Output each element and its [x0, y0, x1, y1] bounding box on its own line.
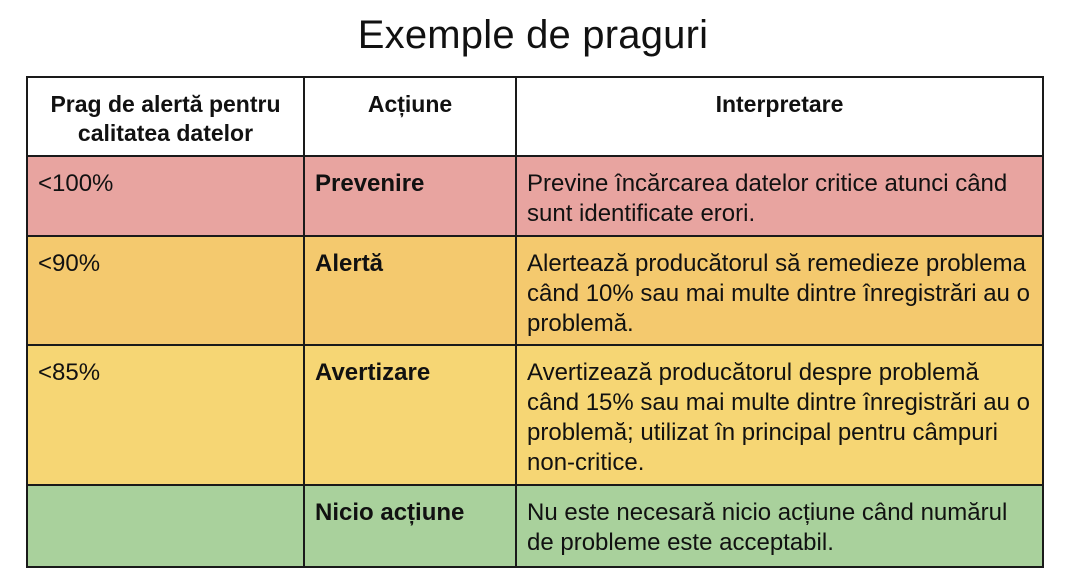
interpretation-cell: Previne încărcarea datelor critice atunci când sunt identificate erori.	[516, 156, 1043, 236]
table-row	[27, 156, 1043, 236]
table-header-row	[27, 77, 1043, 156]
page-title: Exemple de praguri	[357, 13, 709, 57]
header-threshold: Prag de alertă pentru calitatea datelor	[27, 77, 304, 156]
threshold-cell	[27, 485, 304, 567]
table-row	[27, 236, 1043, 345]
table-row	[27, 485, 1043, 567]
action-cell: Avertizare	[304, 345, 516, 485]
action-cell: Prevenire	[304, 156, 516, 236]
action-cell: Nicio acțiune	[304, 485, 516, 567]
interpretation-cell: Nu este necesară nicio acțiune când numărul de probleme este acceptabil.	[516, 485, 1043, 567]
header-action: Acțiune	[304, 77, 516, 156]
interpretation-cell: Avertizează producătorul despre problemă când 15% sau mai multe dintre înregistrări au o problemă; utilizat în principal pentru câmpuri non-critice.	[516, 345, 1043, 485]
thresholds-table	[26, 76, 1044, 568]
threshold-cell: <100%	[27, 156, 304, 236]
threshold-cell: <85%	[27, 345, 304, 485]
threshold-cell: <90%	[27, 236, 304, 345]
table-row	[27, 345, 1043, 485]
action-cell: Alertă	[304, 236, 516, 345]
interpretation-cell: Alertează producătorul să remedieze problema când 10% sau mai multe dintre înregistrări au o problemă.	[516, 236, 1043, 345]
header-interpretation: Interpretare	[516, 77, 1043, 156]
